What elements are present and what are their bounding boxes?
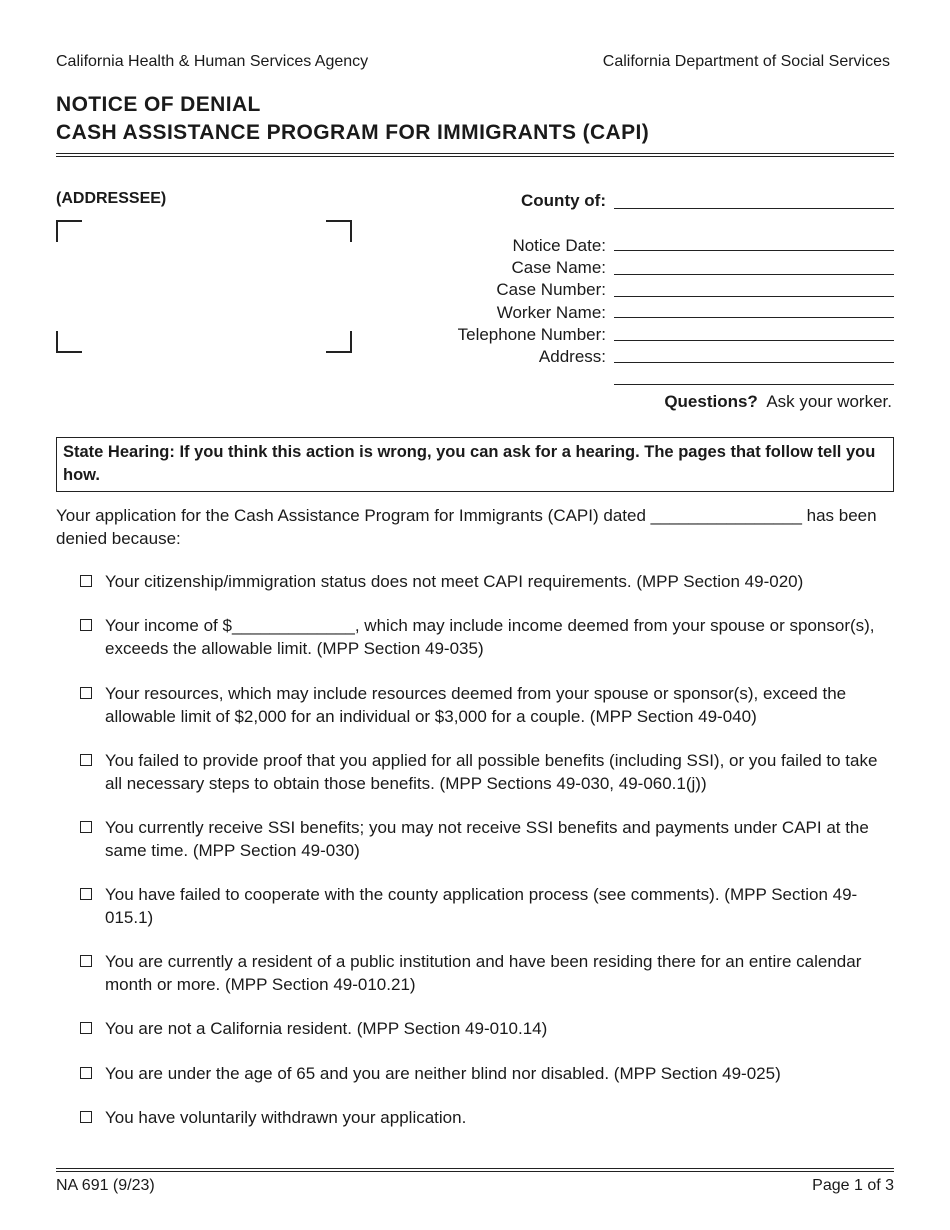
denial-intro: Your application for the Cash Assistance Program for Immigrants (CAPI) dated ________________ has been denied because: — [56, 506, 877, 548]
footer-divider-top — [56, 1168, 894, 1169]
reason-text: Your resources, which may include resources deemed from your spouse or sponsor(s), exceed the allowable limit of $2,000 for an individual or $3,000 for a couple. (MPP Section 49-040) — [105, 684, 847, 726]
title-divider-bottom — [56, 156, 894, 157]
reason-checkbox[interactable] — [80, 687, 92, 699]
title-divider-top — [56, 153, 894, 154]
county-field[interactable] — [614, 208, 894, 209]
reason-item — [78, 615, 898, 660]
page-title: NOTICE OF DENIAL — [56, 93, 261, 116]
address-window-corner — [326, 220, 352, 242]
reason-text: Your citizenship/immigration status does not meet CAPI requirements. (MPP Section 49-020) — [105, 572, 804, 591]
reason-checkbox[interactable] — [80, 1111, 92, 1123]
page-number: Page 1 of 3 — [812, 1177, 894, 1194]
case-name-field[interactable] — [614, 274, 894, 275]
reason-item — [78, 1107, 898, 1130]
page-subtitle: CASH ASSISTANCE PROGRAM FOR IMMIGRANTS (CAPI) — [56, 121, 650, 144]
reason-checkbox[interactable] — [80, 1067, 92, 1079]
address-window-corner — [56, 220, 82, 242]
notice-date-field[interactable] — [614, 250, 894, 251]
case-number-label: Case Number: — [496, 280, 606, 299]
telephone-label: Telephone Number: — [457, 325, 606, 344]
worker-name-field[interactable] — [614, 317, 894, 318]
reason-item — [78, 750, 898, 795]
reason-item — [78, 683, 898, 728]
reason-checkbox[interactable] — [80, 754, 92, 766]
case-number-field[interactable] — [614, 296, 894, 297]
telephone-field[interactable] — [614, 340, 894, 341]
questions-line — [664, 392, 892, 412]
reason-checkbox[interactable] — [80, 888, 92, 900]
department-name: California Department of Social Services — [602, 53, 890, 70]
addressee-label: (ADDRESSEE) — [56, 190, 167, 207]
reason-text: You currently receive SSI benefits; you may not receive SSI benefits and payments under CAPI at the same time. (MPP Section 49-030) — [105, 818, 869, 860]
county-label: County of: — [521, 191, 606, 210]
reason-checkbox[interactable] — [80, 1022, 92, 1034]
reason-text: You are under the age of 65 and you are neither blind nor disabled. (MPP Section 49-025) — [105, 1064, 781, 1083]
footer-divider-bottom — [56, 1171, 894, 1172]
reason-text: You are not a California resident. (MPP Section 49-010.14) — [105, 1019, 548, 1038]
address-field-line1[interactable] — [614, 362, 894, 363]
reason-text: You are currently a resident of a public institution and have been residing there for an entire calendar month or more. (MPP Section 49-010.21) — [105, 952, 862, 994]
reason-item — [78, 884, 898, 929]
reason-text: You have failed to cooperate with the county application process (see comments). (MPP Section 49-015.1) — [105, 885, 858, 927]
reason-item — [78, 817, 898, 862]
address-window-corner — [56, 331, 82, 353]
reason-checkbox[interactable] — [80, 619, 92, 631]
worker-name-label: Worker Name: — [496, 303, 606, 322]
reason-text: You have voluntarily withdrawn your application. — [105, 1108, 467, 1127]
reason-checkbox[interactable] — [80, 575, 92, 587]
reason-item — [78, 1063, 898, 1086]
state-hearing-notice: State Hearing: If you think this action is wrong, you can ask for a hearing. The pages that follow tell you how. — [56, 437, 894, 492]
reason-item — [78, 1018, 898, 1041]
case-name-label: Case Name: — [511, 258, 606, 277]
reason-item — [78, 951, 898, 996]
questions-text: Ask your worker. — [766, 392, 892, 411]
form-number: NA 691 (9/23) — [56, 1177, 155, 1194]
address-window-corner — [326, 331, 352, 353]
questions-label: Questions? — [664, 392, 758, 411]
reason-checkbox[interactable] — [80, 955, 92, 967]
address-label: Address: — [538, 347, 606, 366]
notice-date-label: Notice Date: — [512, 236, 606, 255]
reason-checkbox[interactable] — [80, 821, 92, 833]
reason-text: Your income of $_____________, which may include income deemed from your spouse or sponsor(s), exceeds the allowable limit. (MPP Section 49-035) — [105, 616, 875, 658]
address-field-line2[interactable] — [614, 384, 894, 385]
agency-name: California Health & Human Services Agency — [56, 53, 369, 70]
reason-text: You failed to provide proof that you applied for all possible benefits (including SSI), or you failed to take all necessary steps to obtain those benefits. (MPP Sections 49-030, 49-060.1(j)) — [105, 751, 878, 793]
reason-item — [78, 571, 898, 594]
